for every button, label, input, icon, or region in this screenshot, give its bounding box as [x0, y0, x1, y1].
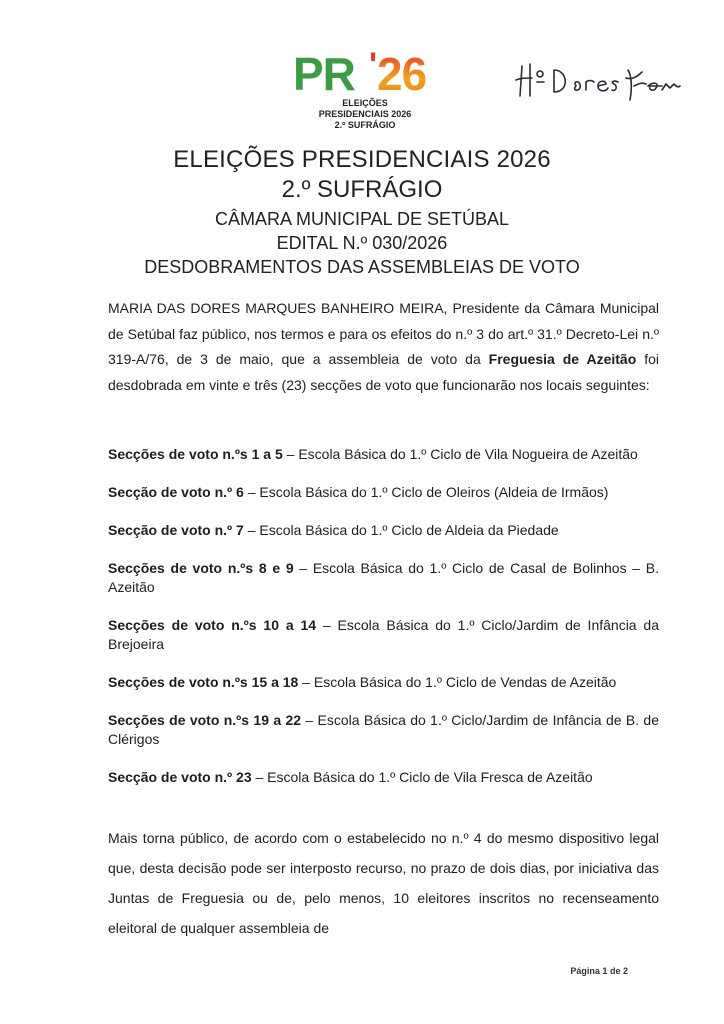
list-item [108, 616, 659, 654]
list-item [108, 521, 659, 540]
title-round: 2.º SUFRÁGIO [281, 176, 443, 203]
page-of-label: de [609, 966, 621, 976]
section-label: Secções de voto n.ºs 15 a 18 [108, 674, 299, 690]
section-label: Secções de voto n.ºs 8 e 9 [108, 560, 294, 576]
section-label: Secções de voto n.ºs 10 a 14 [108, 617, 317, 633]
pr26-logo [285, 46, 445, 140]
section-location: – Escola Básica do 1.º Ciclo/Jardim de Infância de B. de Clérigos [108, 712, 659, 747]
section-location: – Escola Básica do 1.º Ciclo de Vendas de Azeitão [298, 674, 617, 690]
section-location: – Escola Básica do 1.º Ciclo de Casal de Bolinhos – B. Azeitão [108, 560, 660, 595]
section-location: – Escola Básica do 1.º Ciclo/Jardim de Infância da Brejoeira [108, 617, 660, 652]
title-edict-number: EDITAL N.º 030/2026 [276, 233, 448, 253]
section-label: Secção de voto n.º 6 [108, 484, 244, 500]
logo-number: 26 [377, 48, 427, 100]
voting-sections-list [108, 445, 659, 806]
logo-line-3: 2.º SUFRÁGIO [334, 120, 396, 130]
logo-line-1: ELEIÇÕES [342, 98, 388, 108]
logo-line-2: PRESIDENCIAIS 2026 [318, 109, 412, 119]
logo-apostrophe: ' [369, 46, 378, 84]
section-label: Secções de voto n.ºs 1 a 5 [108, 446, 283, 462]
intro-text-before: MARIA DAS DORES MARQUES BANHEIRO MEIRA, Presidente da Câmara Municipal de Setúbal faz público, nos termos e para os efeitos do n.º 3 do art.º 31.º Decreto-Lei n.º 319-A/76, de 3 de maio, que a assembleia de voto da [108, 300, 659, 367]
handwritten-signature [506, 56, 686, 106]
section-location: – Escola Básica do 1.º Ciclo de Vila Fresca de Azeitão [251, 769, 593, 785]
page-label: Página [570, 966, 600, 976]
list-item [108, 768, 659, 787]
page-total: 2 [622, 966, 628, 976]
section-location: – Escola Básica do 1.º Ciclo de Oleiros (Aldeia de Irmãos) [243, 484, 609, 500]
document-titles [60, 145, 664, 279]
list-item [108, 445, 659, 464]
intro-paragraph [108, 296, 659, 398]
intro-parish-name: Freguesia de Azeitão [488, 351, 637, 367]
section-label: Secção de voto n.º 23 [108, 769, 252, 785]
intro-text-after: foi desdobrada em vinte e três (23) secções de voto que funcionarão nos locais seguintes: [108, 351, 659, 393]
section-label: Secções de voto n.ºs 19 a 22 [108, 712, 302, 728]
section-location: – Escola Básica do 1.º Ciclo de Aldeia da Piedade [243, 522, 559, 538]
page-number [570, 966, 628, 976]
list-item [108, 559, 659, 597]
closing-paragraph: Mais torna público, de acordo com o estabelecido no n.º 4 do mesmo dispositivo legal que, desta decisão pode ser interposto recurso, no prazo de dois dias, por iniciativa das Juntas de Freguesia ou de, pelo menos, 10 eleitores inscritos no recenseamento eleitoral de qualquer assembleia de [108, 830, 659, 936]
logo-mark [285, 46, 445, 100]
title-municipality: CÂMARA MUNICIPAL DE SETÚBAL [214, 209, 510, 229]
title-subject: DESDOBRAMENTOS DAS ASSEMBLEIAS DE VOTO [144, 257, 580, 277]
list-item [108, 673, 659, 692]
section-location: – Escola Básica do 1.º Ciclo de Vila Nogueira de Azeitão [282, 446, 638, 462]
list-item [108, 711, 659, 749]
page-current: 1 [602, 966, 608, 976]
section-label: Secção de voto n.º 7 [108, 522, 244, 538]
logo-pr-text: PR [293, 48, 355, 100]
list-item [108, 483, 659, 502]
title-election: ELEIÇÕES PRESIDENCIAIS 2026 [173, 146, 551, 173]
